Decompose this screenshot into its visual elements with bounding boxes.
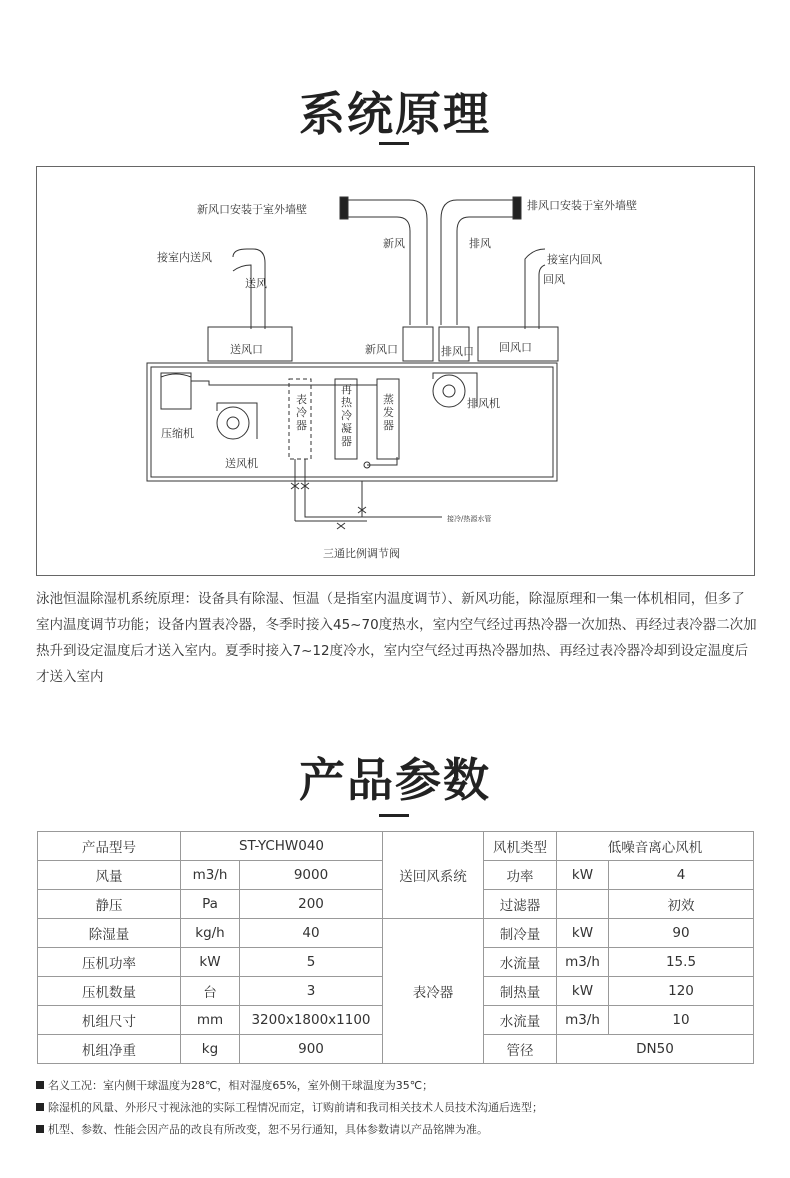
cell: 10 <box>609 1006 754 1035</box>
cell: kW <box>557 977 609 1006</box>
note-item: 除湿机的风量、外形尺寸视泳池的实际工程情况而定，订购前请和我司相关技术人员技术沟通后选型； <box>36 1097 766 1119</box>
cell: 制冷量 <box>484 919 557 948</box>
cell: 5 <box>240 948 383 977</box>
cell: 压机功率 <box>38 948 181 977</box>
system-diagram <box>36 166 755 576</box>
table-row <box>38 919 754 948</box>
label-exhaust-outlet: 排风口安装于室外墙壁 <box>527 199 637 212</box>
cell: 产品型号 <box>38 832 181 861</box>
cell: mm <box>181 1006 240 1035</box>
cell: 120 <box>609 977 754 1006</box>
cell: m3/h <box>557 1006 609 1035</box>
cell: ST-YCHW040 <box>181 832 383 861</box>
group-cell: 送回风系统 <box>383 832 484 919</box>
cell: 静压 <box>38 890 181 919</box>
label-surface-cooler: 表冷器 <box>296 393 307 432</box>
label-exhaust-air: 排风 <box>469 237 491 250</box>
label-evaporator: 蒸发器 <box>383 393 394 432</box>
label-water-pipe: 接冷/热源水管 <box>447 515 492 523</box>
cell: 90 <box>609 919 754 948</box>
cell: 管径 <box>484 1035 557 1064</box>
system-description: 泳池恒温除湿机系统原理：设备具有除湿、恒温（是指室内温度调节）、新风功能，除湿原理和一集一体机相同，但多了室内温度调节功能；设备内置表冷器，冬季时接入45~70度热水，室内空气经过再热冷器一次加热、再经过表冷器二次加热升到设定温度后才送入室内。夏季时接入7~12度冷水，室内空气经过再热冷器加热、再经过表冷器冷却到设定温度后才送入室内 <box>36 591 757 685</box>
notes <box>36 1075 766 1141</box>
cell: kW <box>181 948 240 977</box>
label-exhaust-port: 排风口 <box>441 345 474 358</box>
cell: DN50 <box>557 1035 754 1064</box>
system-diagram-svg <box>37 167 756 577</box>
cell: 风机类型 <box>484 832 557 861</box>
label-supply-fan: 送风机 <box>225 457 258 470</box>
title-underline <box>379 142 409 145</box>
cell: 风量 <box>38 861 181 890</box>
cell: 除湿量 <box>38 919 181 948</box>
cell: 200 <box>240 890 383 919</box>
cell: 功率 <box>484 861 557 890</box>
cell: 机组尺寸 <box>38 1006 181 1035</box>
cell: 900 <box>240 1035 383 1064</box>
cell: kg <box>181 1035 240 1064</box>
cell: m3/h <box>181 861 240 890</box>
label-fresh-air-inlet: 新风口安装于室外墙壁 <box>197 203 307 216</box>
label-return-port: 回风口 <box>499 341 532 354</box>
bullet-square-icon <box>36 1081 44 1089</box>
label-supply-indoor: 接室内送风 <box>157 251 212 264</box>
params-table <box>37 831 754 1064</box>
label-exhaust-fan: 排风机 <box>467 397 500 410</box>
label-supply-air: 送风 <box>245 277 267 290</box>
cell: 过滤器 <box>484 890 557 919</box>
cell: 台 <box>181 977 240 1006</box>
cell: m3/h <box>557 948 609 977</box>
bullet-square-icon <box>36 1125 44 1133</box>
section-title-system-principle: 系统原理 <box>299 87 491 141</box>
label-reheat-condenser: 再热冷凝器 <box>341 383 352 448</box>
cell: 40 <box>240 919 383 948</box>
label-fresh-port: 新风口 <box>365 343 398 356</box>
label-return-indoor: 接室内回风 <box>547 253 602 266</box>
note-item: 名义工况：室内侧干球温度为28℃，相对湿度65%，室外侧干球温度为35℃； <box>36 1075 766 1097</box>
label-supply-port: 送风口 <box>230 343 263 356</box>
cell: 制热量 <box>484 977 557 1006</box>
cell: 水流量 <box>484 1006 557 1035</box>
cell: 3200x1800x1100 <box>240 1006 383 1035</box>
label-return-air: 回风 <box>543 273 565 286</box>
cell: 压机数量 <box>38 977 181 1006</box>
note-item: 机型、参数、性能会因产品的改良有所改变，恕不另行通知，具体参数请以产品铭牌为准。 <box>36 1119 766 1141</box>
cell: kW <box>557 861 609 890</box>
cell: 机组净重 <box>38 1035 181 1064</box>
title-underline <box>379 814 409 817</box>
cell: 15.5 <box>609 948 754 977</box>
group-cell: 表冷器 <box>383 919 484 1064</box>
cell: 水流量 <box>484 948 557 977</box>
table-row <box>38 832 754 861</box>
cell: 9000 <box>240 861 383 890</box>
cell: 3 <box>240 977 383 1006</box>
bullet-square-icon <box>36 1103 44 1111</box>
cell: 4 <box>609 861 754 890</box>
label-three-way-valve: 三通比例调节阀 <box>323 547 400 560</box>
cell: kW <box>557 919 609 948</box>
label-fresh-air: 新风 <box>383 237 405 250</box>
cell: Pa <box>181 890 240 919</box>
section-title-product-params: 产品参数 <box>299 753 491 807</box>
cell: 低噪音离心风机 <box>557 832 754 861</box>
cell <box>557 890 609 919</box>
label-compressor: 压缩机 <box>161 427 194 440</box>
cell: kg/h <box>181 919 240 948</box>
cell: 初效 <box>609 890 754 919</box>
